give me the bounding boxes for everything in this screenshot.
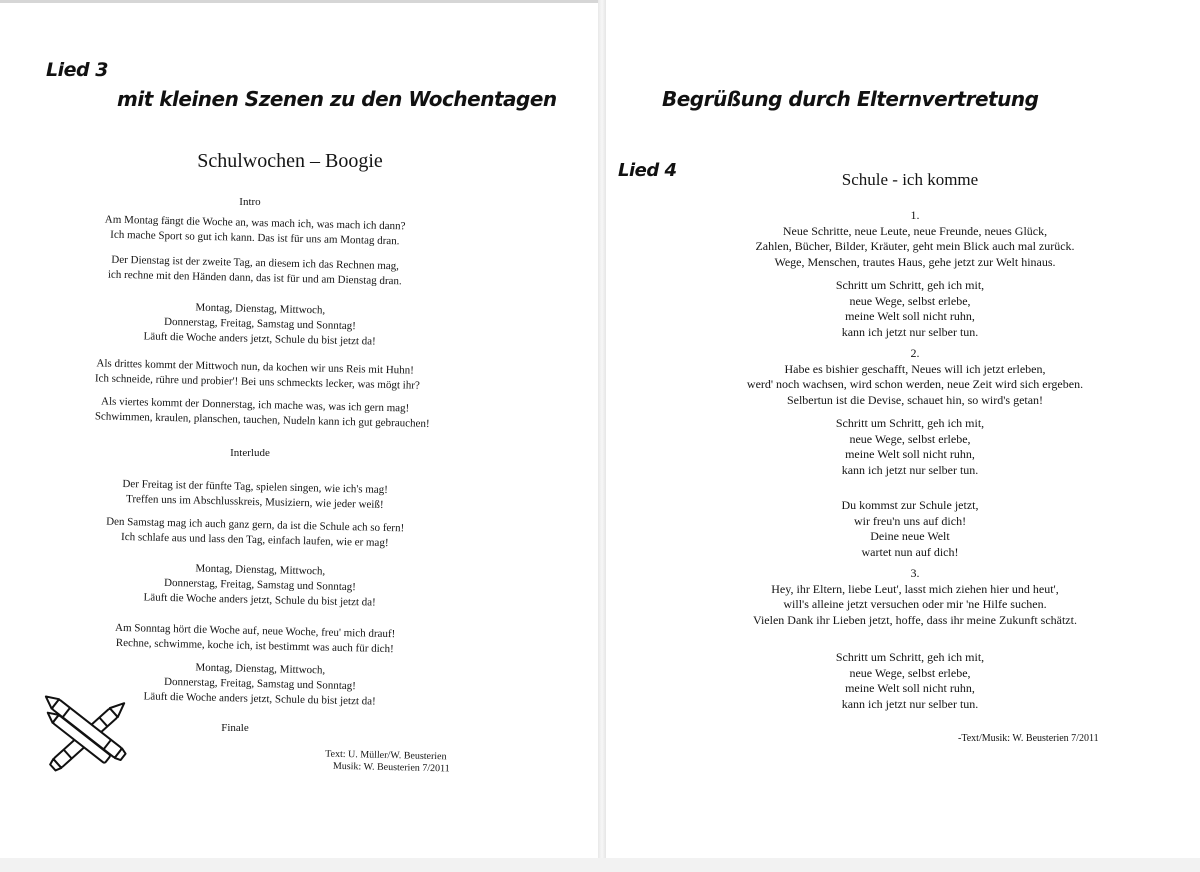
stanza-3	[715, 566, 1115, 628]
chorus-line: Montag, Dienstag, Mittwoch,	[195, 661, 326, 677]
chorus-line: Donnerstag, Freitag, Samstag und Sonntag!	[163, 576, 357, 594]
refrain-line: kann ich jetzt nur selber tun.	[841, 696, 979, 711]
stanza-number: 3.	[910, 566, 920, 580]
chorus-line: Donnerstag, Freitag, Samstag und Sonntag!	[163, 315, 357, 333]
credit-line: -Text/Musik: W. Beusterien 7/2011	[958, 733, 1099, 744]
stanza-line: werd' noch wachsen, wird schon werden, neue Zeit wird sich ergeben.	[746, 377, 1084, 391]
refrain-line: kann ich jetzt nur selber tun.	[841, 462, 979, 477]
chorus-line: Montag, Dienstag, Mittwoch,	[195, 301, 326, 317]
verse-line: Als viertes kommt der Donnerstag, ich mache was, was ich gern mag!	[100, 395, 410, 415]
chorus-1	[110, 299, 411, 351]
stanza-line: Vielen Dank ihr Lieben jetzt, hoffe, dass ihr meine Zukunft schätzt.	[753, 612, 1077, 627]
chorus-line: Montag, Dienstag, Mittwoch,	[195, 562, 326, 578]
bridge-line: wir freu'n uns auf dich!	[853, 513, 967, 528]
stanza-line: Zahlen, Bücher, Bilder, Kräuter, geht mein Blick auch mal zurück.	[755, 239, 1075, 253]
refrain-line: neue Wege, selbst erlebe,	[849, 431, 971, 446]
verse-line: Der Freitag ist der fünfte Tag, spielen singen, wie ich's mag!	[122, 477, 389, 497]
verse-line: Der Dienstag ist der zweite Tag, an diesem ich das Rechnen mag,	[111, 253, 400, 273]
stanza-1	[715, 208, 1115, 270]
chorus-3	[110, 659, 411, 711]
right-heading: Begrüßung durch Elternvertretung	[662, 87, 1039, 111]
verse-line: Den Samstag mag ich auch ganz gern, da ist die Schule ach so fern!	[106, 515, 405, 535]
stanza-line: will's alleine jetzt versuchen oder mir 'ne Hilfe suchen.	[783, 597, 1047, 611]
chorus-line: Läuft die Woche anders jetzt, Schule du bist jetzt da!	[143, 690, 376, 708]
stanza-line: Habe es bishier geschafft, Neues will ich jetzt erleben,	[784, 361, 1046, 376]
credit-line: Musik: W. Beusterien 7/2011	[332, 760, 450, 775]
stanza-line: Neue Schritte, neue Leute, neue Freunde, neues Glück,	[782, 223, 1048, 238]
page-fold	[598, 0, 606, 858]
refrain-line: meine Welt soll nicht ruhn,	[845, 447, 975, 461]
refrain-line: neue Wege, selbst erlebe,	[849, 293, 971, 308]
bridge-line: wartet nun auf dich!	[861, 544, 959, 559]
stanza-line: Selbertun ist die Devise, schauet hin, so wird's getan!	[786, 392, 1044, 407]
refrain-line: kann ich jetzt nur selber tun.	[841, 324, 979, 339]
left-credits	[325, 749, 450, 776]
stanza-2	[715, 346, 1115, 408]
stanza-number: 2.	[910, 346, 920, 360]
lied-3-label: Lied 3	[46, 59, 108, 81]
refrain-1	[780, 278, 1040, 340]
refrain-line: neue Wege, selbst erlebe,	[849, 665, 971, 680]
stanza-line: Wege, Menschen, trautes Haus, gehe jetzt zur Welt hinaus.	[774, 254, 1056, 269]
crossed-crayons-icon	[34, 683, 146, 785]
chorus-line: Läuft die Woche anders jetzt, Schule du bist jetzt da!	[143, 591, 376, 609]
verse-line: Rechne, schwimme, koche ich, ist bestimmt was auch für dich!	[115, 636, 394, 656]
verse-line: Am Sonntag hört die Woche auf, neue Woche, freu' mich drauf!	[114, 621, 396, 641]
refrain-3	[780, 650, 1040, 712]
refrain-line: Schritt um Schritt, geh ich mit,	[835, 278, 985, 292]
lied-4-label: Lied 4	[618, 160, 677, 181]
chorus-line: Läuft die Woche anders jetzt, Schule du bist jetzt da!	[143, 330, 376, 348]
stanza-number: 1.	[910, 208, 920, 222]
refrain-line: meine Welt soll nicht ruhn,	[845, 681, 975, 695]
left-subtitle: mit kleinen Szenen zu den Wochentagen	[117, 87, 557, 111]
credit-line: Text: U. Müller/W. Beusterien	[325, 748, 447, 763]
verse-line: Ich mache Sport so gut ich kann. Das ist für uns am Montag dran.	[110, 228, 400, 248]
verse-line: Ich schlafe aus und lass den Tag, einfach laufen, wie er mag!	[120, 530, 389, 550]
verse-line: Als drittes kommt der Mittwoch nun, da kochen wir uns Reis mit Huhn!	[96, 357, 414, 377]
stanza-line: Hey, ihr Eltern, liebe Leut', lasst mich ziehen hier und heut',	[771, 581, 1059, 596]
left-song-title: Schulwochen – Boogie	[197, 150, 383, 172]
verse-line: Ich schneide, rühre und probier'! Bei uns schmeckts lecker, was mögt ihr?	[94, 372, 420, 392]
refrain-line: Schritt um Schritt, geh ich mit,	[835, 650, 985, 664]
intro-label: Intro	[239, 196, 261, 208]
refrain-line: Schritt um Schritt, geh ich mit,	[835, 416, 985, 430]
right-credits	[958, 733, 1099, 745]
refrain-line: meine Welt soll nicht ruhn,	[845, 309, 975, 323]
verse-line: Schwimmen, kraulen, planschen, tauchen, Nudeln kann ich gut gebrauchen!	[94, 410, 430, 430]
bridge-line: Du kommst zur Schule jetzt,	[841, 498, 979, 512]
chorus-line: Donnerstag, Freitag, Samstag und Sonntag!	[163, 675, 357, 693]
scan-bottom-edge	[0, 858, 1200, 872]
verse-line: Am Montag fängt die Woche an, was mach ich, was mach ich dann?	[104, 213, 406, 233]
bridge	[780, 498, 1040, 560]
chorus-2	[110, 560, 411, 612]
refrain-2	[780, 416, 1040, 478]
verse-line: ich rechne mit den Händen dann, das ist für und am Dienstag dran.	[107, 268, 402, 288]
page-edge-line	[0, 0, 598, 3]
bridge-line: Deine neue Welt	[870, 529, 950, 543]
interlude-label: Interlude	[230, 447, 270, 459]
finale-label: Finale	[221, 722, 249, 734]
verse-line: Treffen uns im Abschlusskreis, Musiziern, wie jeder weiß!	[125, 493, 384, 511]
right-song-title: Schule - ich komme	[841, 170, 979, 189]
